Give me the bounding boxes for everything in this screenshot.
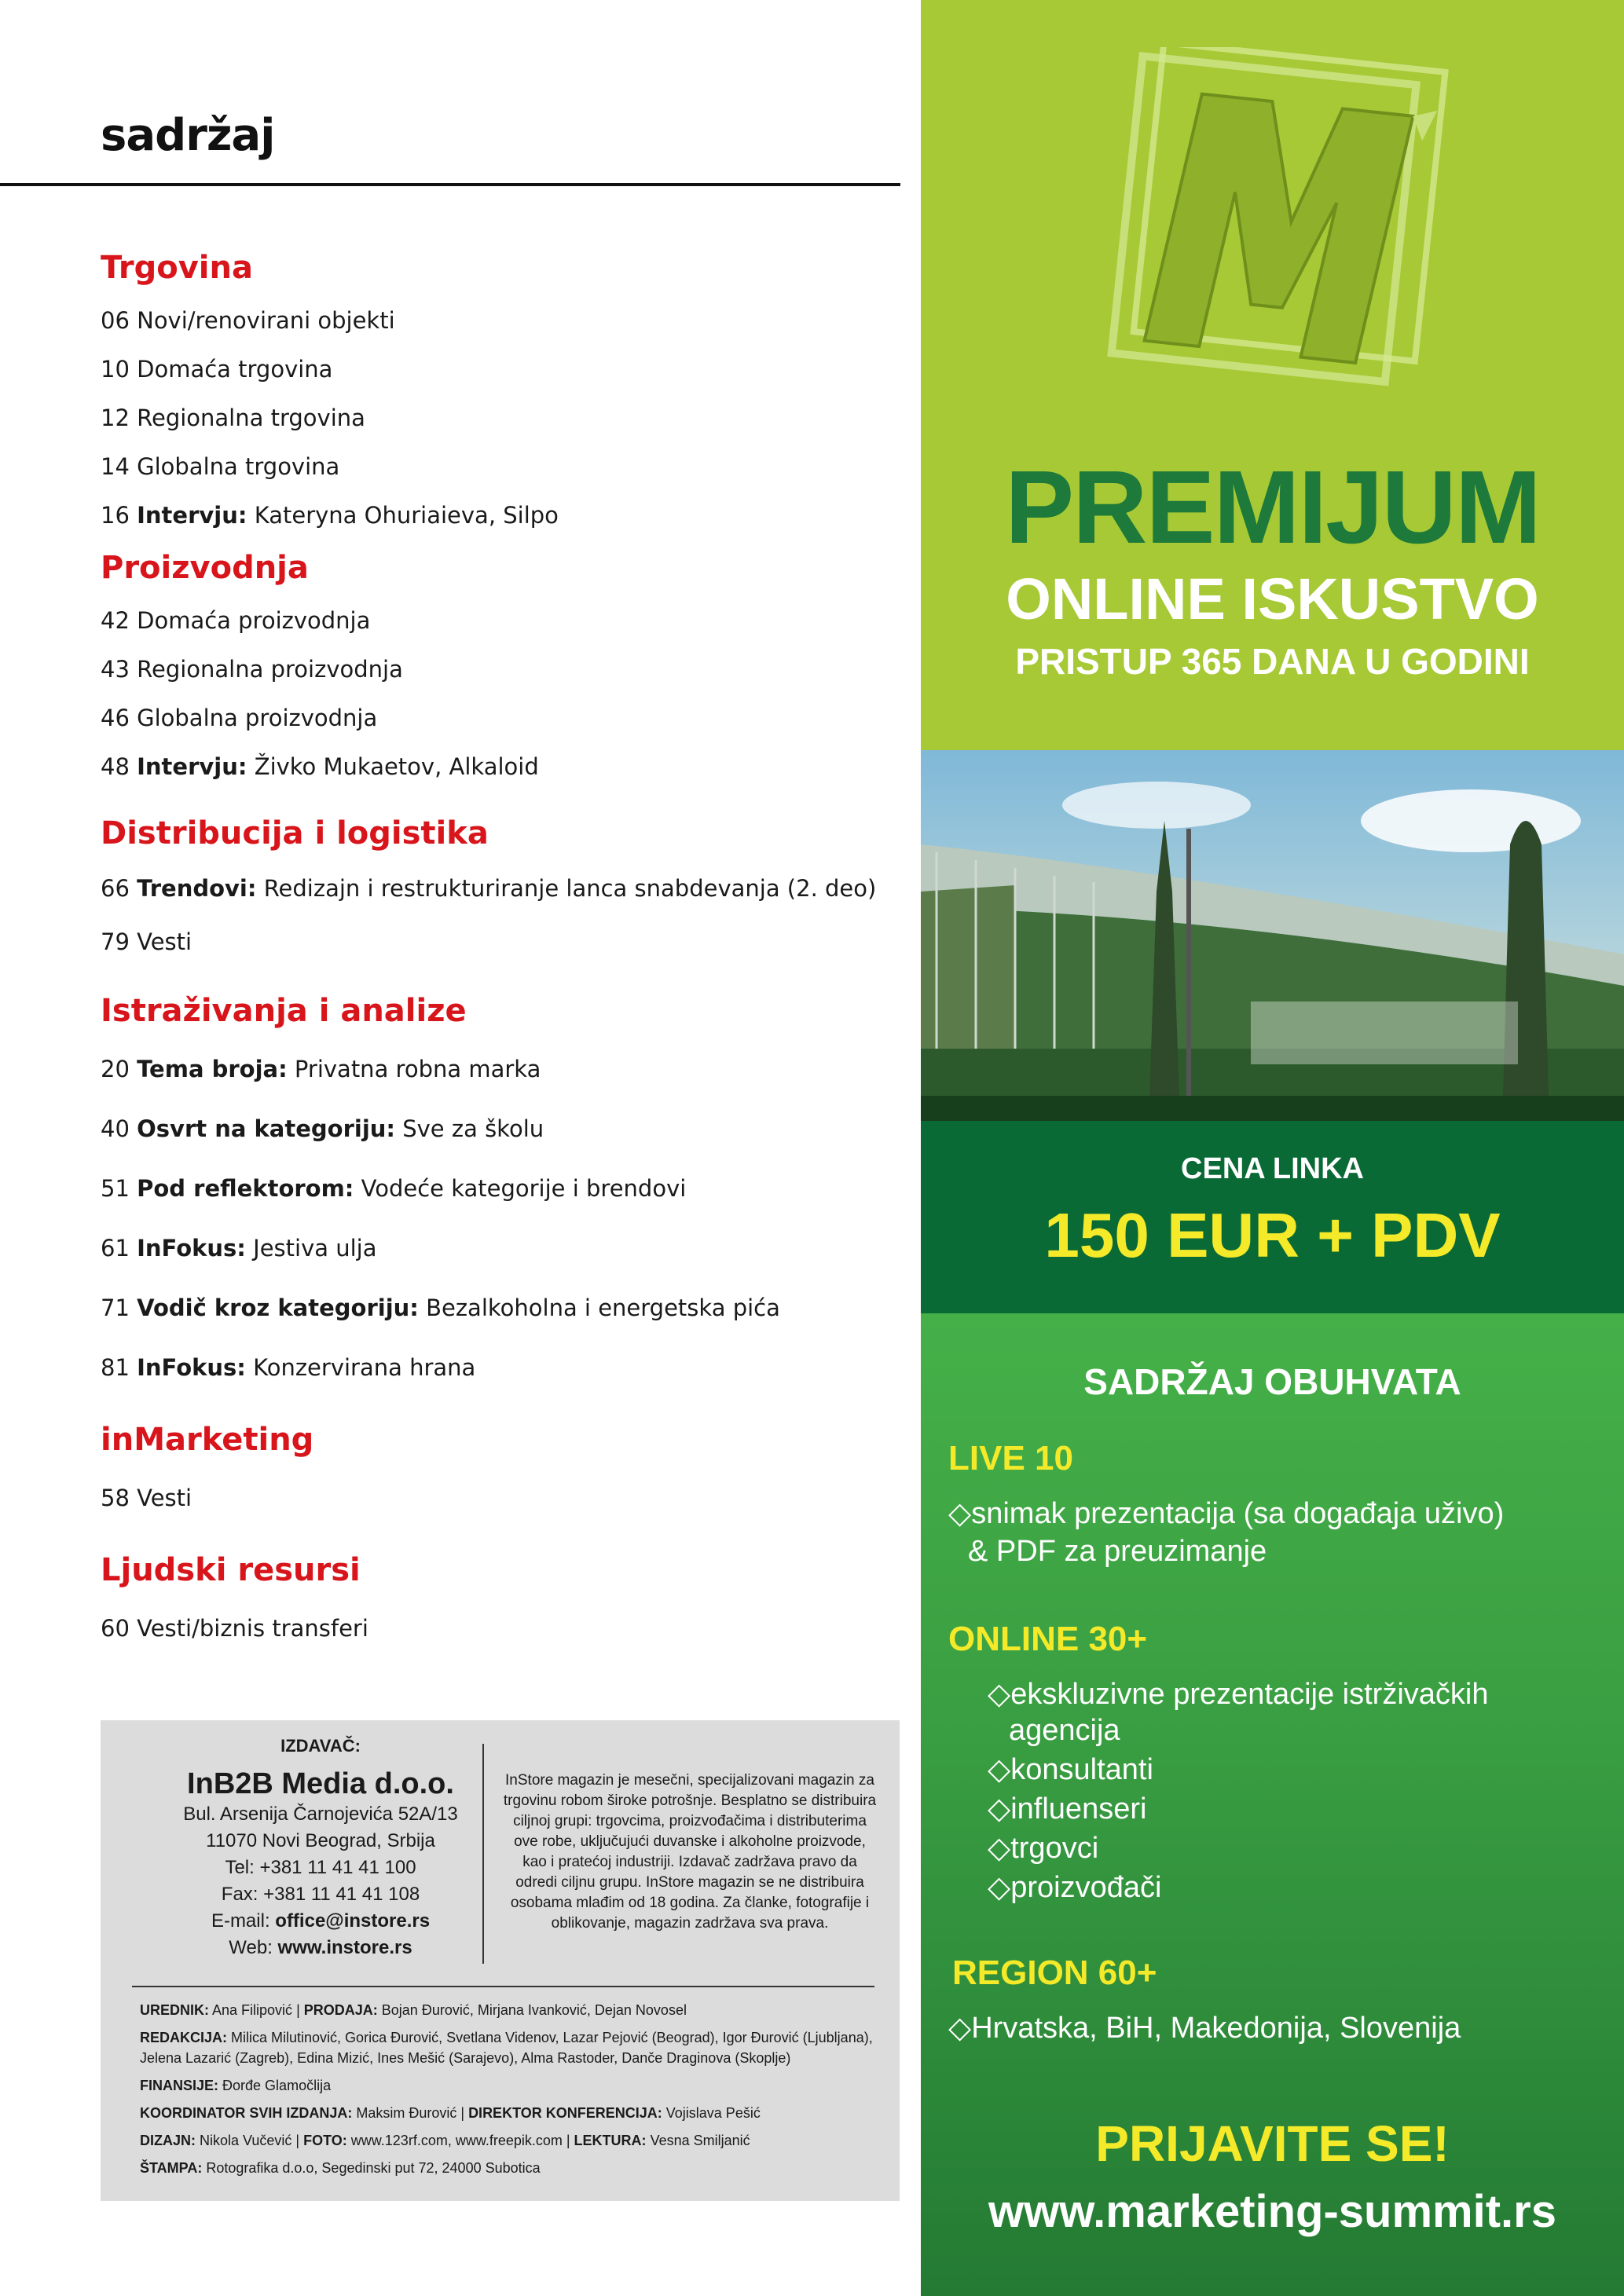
package-region-heading: REGION 60+ bbox=[952, 1954, 1157, 1992]
toc-item[interactable]: 79 Vesti bbox=[101, 928, 192, 955]
ad-url-link[interactable]: www.marketing-summit.rs bbox=[988, 2186, 1557, 2237]
toc-section-title: Ljudski resursi bbox=[101, 1552, 361, 1588]
toc-section-distribucija bbox=[101, 805, 894, 969]
toc-item[interactable]: 14 Globalna trgovina bbox=[101, 453, 340, 480]
toc-item[interactable]: 61 InFokus: Jestiva ulja bbox=[101, 1235, 377, 1262]
credit-line: FINANSIJE: Đorđe Glamočlija bbox=[140, 2078, 332, 2093]
toc-section-proizvodnja bbox=[101, 540, 894, 791]
price-value: 150 EUR + PDV bbox=[1044, 1200, 1501, 1270]
title-rule bbox=[0, 183, 900, 186]
price-label: CENA LINKA bbox=[1181, 1152, 1364, 1185]
publisher-label: IZDAVAČ: bbox=[280, 1736, 361, 1756]
toc-section-title: Istraživanja i analize bbox=[101, 993, 467, 1029]
marketing-summit-ad[interactable] bbox=[921, 0, 1624, 2296]
toc-item[interactable]: 43 Regionalna proizvodnja bbox=[101, 656, 403, 683]
impressum-box bbox=[101, 1720, 900, 2201]
web-link[interactable]: www.instore.rs bbox=[277, 1937, 412, 1958]
toc-item[interactable]: 20 Tema broja: Privatna robna marka bbox=[101, 1056, 541, 1082]
toc-section-inmarketing bbox=[101, 1412, 894, 1528]
magazine-about: InStore magazin je mesečni, specijalizovani magazin za trgovinu robom široke potrošnje. Besplatno se distribuira ciljnoj grupi: trgovcima, proizvođačima i distributerima ove robe, uključujući duvanske i alkoholne proizvode, kao i pratećoj industriji. Izdavač zadržava pravo da odredi ciljnu grupu. InStore magazin se ne distribuira osobama mlađim od 18 godina. Za članke, fotografije i oblikovanje, magazin zadržava sva prava. bbox=[503, 1772, 877, 1932]
fax-line: Fax: +381 11 41 41 108 bbox=[221, 1884, 420, 1905]
toc-section-title: Distribucija i logistika bbox=[101, 815, 489, 851]
credit-line: REDAKCIJA: Milica Milutinović, Gorica Đurović, Svetlana Videnov, Lazar Pejović (Beograd), Igor Đurović (Ljubljana), Jelena Lazarić (Zagreb), Edina Mizić, Ines Mešić (Sarajevo), Alma Rastoder, Danče Draginova (Skoplje) bbox=[140, 2030, 873, 2066]
toc-item[interactable]: 81 InFokus: Konzervirana hrana bbox=[101, 1354, 476, 1381]
m-logo-icon bbox=[921, 47, 1624, 416]
toc-section-title: Proizvodnja bbox=[101, 550, 309, 586]
credit-line: UREDNIK: Ana Filipović | PRODAJA: Bojan Đurović, Mirjana Ivanković, Dejan Novosel bbox=[140, 2002, 687, 2018]
email-line: E-mail: office@instore.rs bbox=[211, 1910, 431, 1932]
toc-item[interactable]: 46 Globalna proizvodnja bbox=[101, 705, 378, 731]
toc-item[interactable]: 12 Regionalna trgovina bbox=[101, 405, 365, 431]
toc-item[interactable]: 51 Pod reflektorom: Vodeće kategorije i brendovi bbox=[101, 1175, 687, 1202]
toc-item[interactable]: 10 Domaća trgovina bbox=[101, 356, 333, 383]
email-link[interactable]: office@instore.rs bbox=[275, 1910, 431, 1932]
toc-item[interactable]: 16 Intervju: Kateryna Ohuriaieva, Silpo bbox=[101, 502, 559, 529]
toc-item[interactable]: 58 Vesti bbox=[101, 1485, 192, 1511]
ad-subheadline: ONLINE ISKUSTVO bbox=[1006, 566, 1539, 632]
package-item: ◇Hrvatska, BiH, Makedonija, Slovenija bbox=[948, 2012, 1461, 2045]
ad-access-text: PRISTUP 365 DANA U GODINI bbox=[1015, 641, 1530, 682]
toc-section-ljudski-resursi bbox=[101, 1542, 894, 1658]
toc-section-title: Trgovina bbox=[101, 250, 253, 286]
package-item: agencija bbox=[1009, 1714, 1120, 1747]
package-item: ◇proizvođači bbox=[988, 1871, 1162, 1904]
package-online-heading: ONLINE 30+ bbox=[948, 1620, 1148, 1658]
publisher-name: InB2B Media d.o.o. bbox=[187, 1767, 454, 1800]
vertical-divider bbox=[482, 1744, 484, 1964]
toc-item[interactable]: 60 Vesti/biznis transferi bbox=[101, 1615, 368, 1642]
ad-price-band bbox=[921, 1121, 1624, 1313]
table-of-contents bbox=[101, 240, 894, 1658]
phone-line: Tel: +381 11 41 41 100 bbox=[225, 1857, 416, 1878]
web-line: Web: www.instore.rs bbox=[229, 1937, 412, 1958]
toc-section-trgovina bbox=[101, 240, 894, 540]
credits bbox=[140, 2000, 878, 2185]
toc-item[interactable]: 06 Novi/renovirani objekti bbox=[101, 307, 395, 334]
toc-item[interactable]: 42 Domaća proizvodnja bbox=[101, 607, 371, 634]
page-title: sadržaj bbox=[101, 110, 275, 161]
package-live-heading: LIVE 10 bbox=[948, 1439, 1073, 1478]
ad-content-panel bbox=[921, 1313, 1624, 2296]
address-line: 11070 Novi Beograd, Srbija bbox=[206, 1830, 435, 1851]
package-item: ◇ekskluzivne prezentacije istrživačkih bbox=[988, 1678, 1489, 1711]
content-heading: SADRŽAJ OBUHVATA bbox=[1083, 1361, 1461, 1402]
credit-line: KOORDINATOR SVIH IZDANJA: Maksim Đurović | DIREKTOR KONFERENCIJA: Vojislava Pešić bbox=[140, 2105, 761, 2121]
toc-item[interactable]: 40 Osvrt na kategoriju: Sve za školu bbox=[101, 1115, 544, 1142]
credit-line: DIZAJN: Nikola Vučević | FOTO: www.123rf.com, www.freepik.com | LEKTURA: Vesna Smiljanić bbox=[140, 2133, 750, 2148]
horizontal-divider bbox=[132, 1986, 874, 1987]
toc-item[interactable]: 71 Vodič kroz kategoriju: Bezalkoholna i energetska pića bbox=[101, 1294, 780, 1321]
toc-section-title: inMarketing bbox=[101, 1422, 314, 1458]
credit-line: ŠTAMPA: Rotografika d.o.o, Segedinski put 72, 24000 Subotica bbox=[140, 2160, 541, 2176]
package-item: & PDF za preuzimanje bbox=[968, 1535, 1267, 1568]
package-item: ◇influenseri bbox=[988, 1792, 1147, 1825]
toc-item[interactable]: 66 Trendovi: Redizajn i restrukturiranje lanca snabdevanja (2. deo) bbox=[101, 875, 877, 902]
toc-item[interactable]: 48 Intervju: Živko Mukaetov, Alkaloid bbox=[101, 753, 539, 780]
package-item: ◇trgovci bbox=[988, 1832, 1099, 1865]
cta-text[interactable]: PRIJAVITE SE! bbox=[1095, 2115, 1450, 2172]
ad-headline: PREMIJUM bbox=[1005, 449, 1540, 565]
address-line: Bul. Arsenija Čarnojevića 52A/13 bbox=[183, 1803, 458, 1825]
venue-photo bbox=[921, 750, 1624, 1121]
package-item: ◇konsultanti bbox=[988, 1753, 1153, 1786]
package-item: ◇snimak prezentacija (sa događaja uživo) bbox=[948, 1497, 1505, 1530]
toc-section-istrazivanja bbox=[101, 983, 894, 1397]
ad-top-panel bbox=[921, 0, 1624, 750]
publisher-info bbox=[132, 1736, 509, 1961]
